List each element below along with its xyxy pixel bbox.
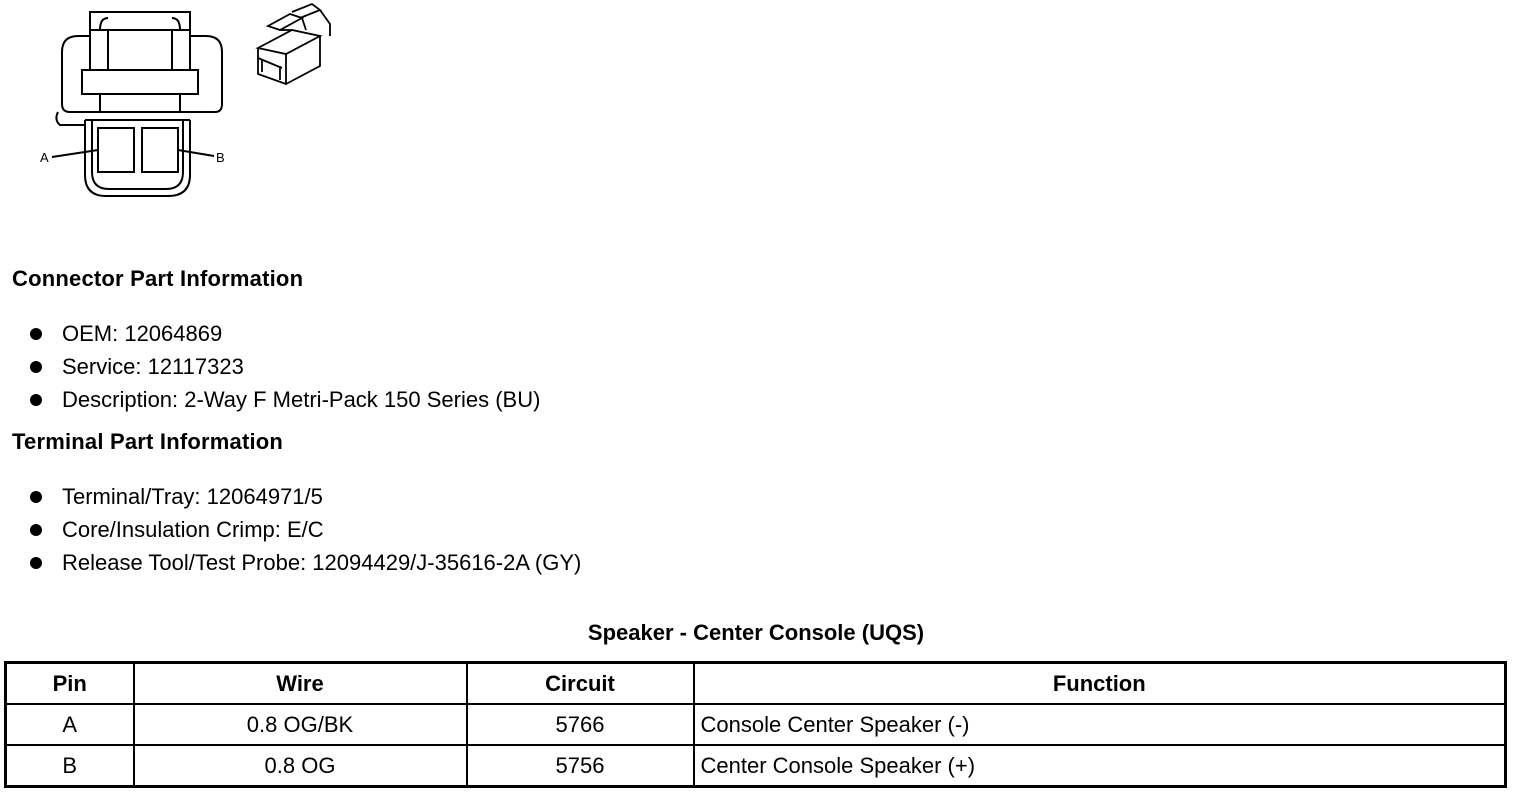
pin-label-a: A <box>40 150 49 165</box>
connector-part-info-list <box>27 317 540 416</box>
cell-wire: 0.8 OG <box>134 745 467 787</box>
list-item-text: Release Tool/Test Probe: 12094429/J-35616-2A (GY) <box>62 550 582 575</box>
list-item-text: Service: 12117323 <box>62 354 244 379</box>
pin-label-b: B <box>216 150 225 165</box>
list-item <box>27 350 540 383</box>
list-item <box>27 383 540 416</box>
cell-function: Center Console Speaker (+) <box>694 745 1506 787</box>
connector-diagram <box>30 0 370 210</box>
bullet-icon <box>30 361 42 373</box>
cell-pin: B <box>6 745 134 787</box>
list-item <box>27 480 581 513</box>
cell-circuit: 5756 <box>467 745 694 787</box>
list-item <box>27 513 581 546</box>
list-item-text: Description: 2-Way F Metri-Pack 150 Series (BU) <box>62 387 541 412</box>
cell-circuit: 5766 <box>467 704 694 745</box>
table-row <box>6 704 1506 745</box>
table-row <box>6 745 1506 787</box>
cell-function: Console Center Speaker (-) <box>694 704 1506 745</box>
list-item-text: Terminal/Tray: 12064971/5 <box>62 484 323 509</box>
column-header-pin: Pin <box>6 663 134 705</box>
terminal-part-info-list <box>27 480 581 579</box>
cell-pin: A <box>6 704 134 745</box>
list-item-text: Core/Insulation Crimp: E/C <box>62 517 324 542</box>
bullet-icon <box>30 394 42 406</box>
terminal-part-info-heading: Terminal Part Information <box>12 429 284 454</box>
bullet-icon <box>30 557 42 569</box>
list-item <box>27 546 581 579</box>
list-item-text: OEM: 12064869 <box>62 321 223 346</box>
column-header-circuit: Circuit <box>467 663 694 705</box>
connector-iso-view <box>258 4 330 84</box>
pinout-table <box>4 661 1507 788</box>
bullet-icon <box>30 328 42 340</box>
table-header-row <box>6 663 1506 705</box>
column-header-function: Function <box>694 663 1506 705</box>
table-title: Speaker - Center Console (UQS) <box>587 620 925 645</box>
cell-wire: 0.8 OG/BK <box>134 704 467 745</box>
bullet-icon <box>30 524 42 536</box>
column-header-wire: Wire <box>134 663 467 705</box>
connector-part-info-heading: Connector Part Information <box>12 266 304 291</box>
connector-face-view <box>30 0 370 210</box>
bullet-icon <box>30 491 42 503</box>
list-item <box>27 317 540 350</box>
